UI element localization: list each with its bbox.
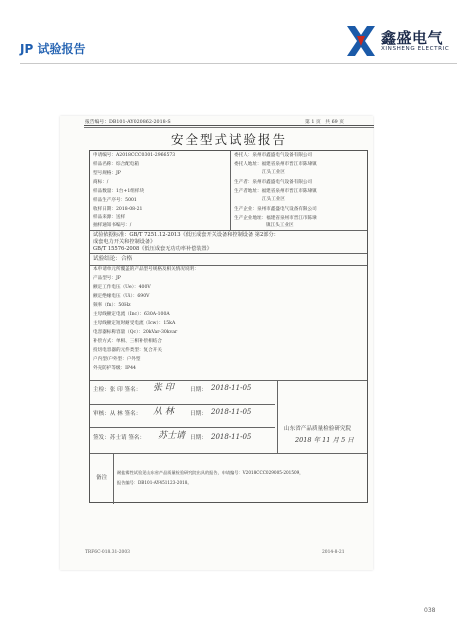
reviewer-date-label: 日期： (190, 411, 207, 417)
description-line: 额定绝缘电压（Ui）：690V (93, 294, 150, 299)
info-column-divider (230, 151, 231, 230)
info-right-row: 委托人地址：福建省泉州市晋江市陈埭镇 (234, 162, 317, 167)
issuer-signature: 苏士请 (158, 431, 186, 441)
info-left-row: 申请编号：A2018CCC0301-2966573 (93, 153, 176, 158)
reviewer-signature: 从 林 (153, 407, 174, 417)
issuer-date: 2018-11-05 (211, 433, 252, 441)
stamp-date: 2018 年 11 月 5 日 (295, 436, 354, 444)
top-rule (84, 125, 374, 126)
reviewer-date: 2018-11-05 (211, 408, 252, 416)
info-right-row: 镇江头工业区 (266, 223, 294, 228)
description-line: 主母线额定电流（Inc）：630A-100A (93, 312, 170, 317)
inspector-label: 主检：张 印 签名： (93, 387, 142, 393)
info-left-row: 样品生产序号：5001 (93, 198, 137, 203)
form-code: TRF6C-018.31-2003 (85, 550, 130, 555)
divider-sign-1 (90, 404, 275, 405)
info-right-row: 江头工业区 (262, 170, 285, 175)
page-info-total: 共 69 页 (325, 120, 345, 125)
divider-basis-conclusion (90, 253, 367, 254)
info-right-row: 生产企业地址：福建省泉州市晋江市陈埭 (234, 216, 317, 221)
info-right-row: 生产者：泉州市鑫盛电气设备有限公司 (234, 180, 313, 185)
description-line: 主母线额定短时耐受电流（Icw）：15kA (93, 321, 176, 326)
brand-logo (345, 24, 457, 60)
info-left-row: 收样日期：2018-08-21 (93, 207, 143, 212)
description-line: 投切电容器的元件类型：复合开关 (93, 348, 162, 353)
inspector-date: 2018-11-05 (211, 384, 252, 392)
info-left-row: 商标：/ (93, 180, 109, 185)
info-left-row: 样品来源：送样 (93, 215, 126, 220)
divider-sign-2 (90, 427, 275, 428)
brand-name-en: XINSHENG ELECTRIC (381, 46, 450, 52)
issuer-label: 签发：苏士请 签名： (93, 435, 146, 441)
info-right-row: 委托人：泉州市鑫盛电气设备有限公司 (234, 153, 313, 158)
stamp-column-divider (277, 380, 278, 453)
remark-line: 耐盐雾性试验见山东省产品质量检验研究院出具的报告，申请编号：V2018CCC029005-201509， (117, 470, 304, 475)
page-header-title: JP 试验报告 (20, 42, 86, 56)
info-right-row: 生产者地址：福建省泉州市晋江市陈埭镇 (234, 189, 317, 194)
divider-signs-remark (90, 453, 367, 454)
header-divider (20, 63, 457, 64)
info-left-row: 样品数量：1台+1组样块 (93, 189, 145, 194)
remark-label: 备注 (96, 475, 108, 481)
description-line: 户内型/户外型：户外型 (93, 357, 141, 362)
issuer-date-label: 日期： (190, 435, 207, 441)
remark-line: 报告编号：DB101-AY451123-2018。 (117, 480, 192, 485)
description-line: 补偿方式：单相、三相补偿相结合 (93, 339, 162, 344)
report-number: 报告编号：DB101-AY020862-2018-S (85, 120, 171, 125)
description-line: 产品型号：JP (93, 276, 121, 281)
description-line: 额定工作电压（Ue）：400V (93, 285, 151, 290)
reviewer-label: 审核：从 林 签名： (93, 411, 142, 417)
info-left-row: 型号规格：JP (93, 171, 121, 176)
test-basis-line: 成套电力开关和控制设备》 (93, 239, 156, 245)
remark-column-divider (113, 453, 114, 504)
form-date: 2014-8-21 (322, 550, 345, 555)
info-left-row: 抽样通知书编号：/ (93, 223, 132, 228)
info-right-row: 生产企业：泉州市鑫盛电气设备有限公司 (234, 207, 317, 212)
page-info-current: 第 1 页 (305, 120, 321, 125)
test-basis-line: GB/T 15576-2008《低压成套无功功率补偿装置》 (93, 246, 212, 252)
inspector-signature: 张 印 (153, 383, 174, 393)
description-line: 电容器标称容量（Qc）：20kVar-30kvar (93, 330, 178, 335)
xinsheng-logo-icon (345, 24, 377, 58)
description-line: 本申请单元所覆盖的产品型号规格及相关情况说明： (93, 267, 199, 272)
stamp-organization: 山东省产品质量检验研究院 (284, 426, 352, 432)
report-document (60, 116, 373, 570)
description-line: 外壳防护等级：IP44 (93, 366, 136, 371)
brand-name-cn: 鑫盛电气 (381, 29, 444, 47)
divider-conclusion-description (90, 265, 367, 266)
page-info (305, 118, 344, 125)
test-conclusion: 试验结论：合格 (93, 256, 133, 262)
top-rule-thin (84, 127, 374, 128)
page-number: 038 (424, 607, 436, 614)
info-right-row: 江头工业区 (262, 197, 285, 202)
report-title: 安全型式试验报告 (170, 132, 287, 147)
description-line: 频率（fn）：50Hz (93, 303, 131, 308)
info-left-row: 样品名称：综合配电箱 (93, 162, 139, 167)
divider-description-signs (90, 380, 367, 381)
report-table (89, 150, 368, 503)
divider-info-basis (90, 230, 367, 231)
inspector-date-label: 日期： (190, 387, 207, 393)
test-basis-line: 试验依据标准：GB/T 7251.12-2013《低压成套开关设备和控制设备 第2部分： (93, 232, 279, 238)
